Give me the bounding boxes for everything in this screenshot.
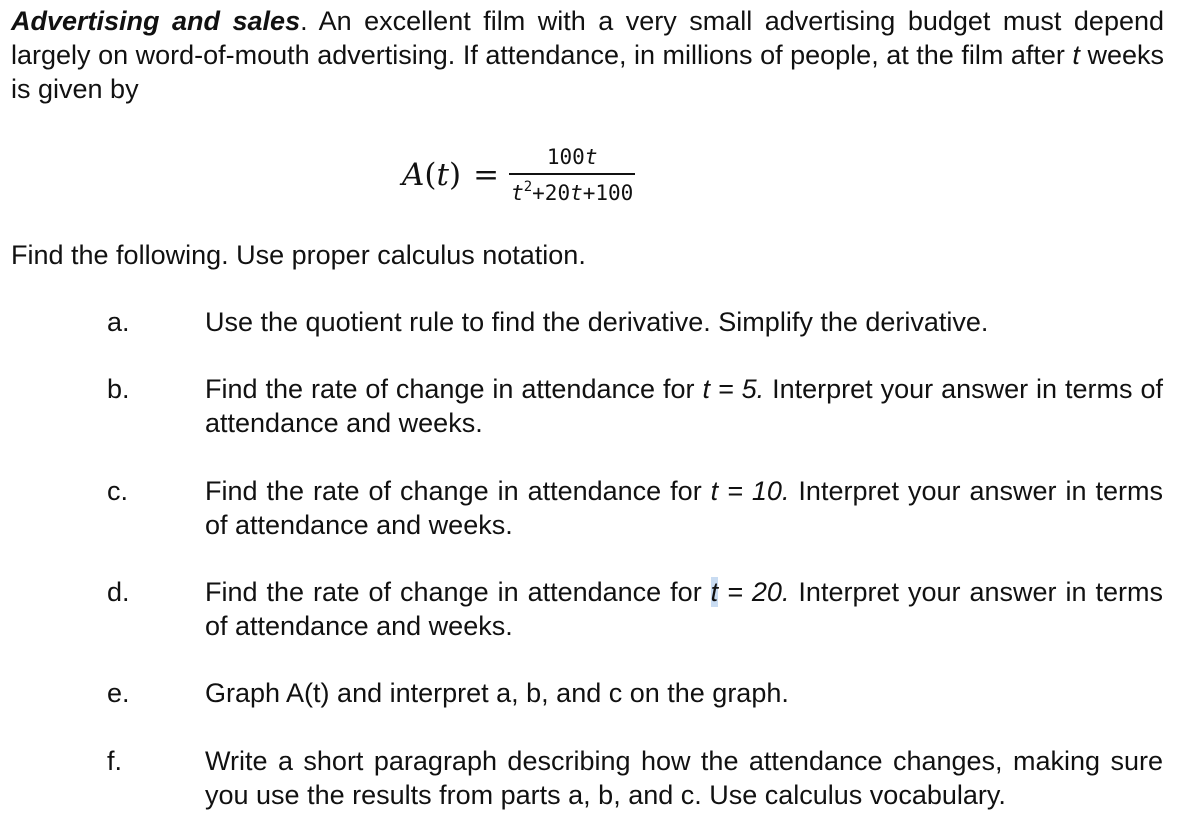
item-b-before: Find the rate of change in attendance for bbox=[205, 374, 703, 404]
numerator-coefficient: 100 bbox=[546, 145, 585, 169]
item-text-e: Graph A(t) and interpret a, b, and c on the graph. bbox=[205, 678, 789, 708]
denominator-middle: +20 bbox=[532, 181, 571, 205]
intro-variable: t bbox=[1072, 40, 1080, 70]
item-d-before: Find the rate of change in attendance for bbox=[205, 577, 711, 607]
function-variable: t bbox=[436, 157, 449, 193]
item-text-d bbox=[205, 575, 1163, 643]
item-c-value: = 10. bbox=[718, 476, 790, 506]
denominator-variable-2: t bbox=[570, 181, 583, 205]
item-letter-d: d. bbox=[107, 577, 130, 607]
problem-title: Advertising and sales bbox=[11, 6, 301, 36]
item-text-b bbox=[205, 372, 1163, 440]
formula-lhs: A(t) bbox=[402, 157, 462, 193]
item-text-f: Write a short paragraph describing how the attendance changes, making sure you use the results from parts a, b, and c. Use calculus vocabulary. bbox=[205, 746, 1163, 810]
denominator bbox=[509, 173, 635, 205]
instruction-text: Find the following. Use proper calculus notation. bbox=[11, 240, 586, 270]
item-c-after: Interpret your answer in terms of attendance and weeks. bbox=[205, 476, 1163, 540]
item-letter-e: e. bbox=[107, 678, 130, 708]
numerator bbox=[543, 145, 602, 173]
item-c-before: Find the rate of change in attendance for bbox=[205, 476, 711, 506]
item-letter-a: a. bbox=[107, 307, 130, 337]
denominator-exponent: 2 bbox=[523, 179, 533, 195]
function-name: A bbox=[402, 157, 425, 193]
item-text-c bbox=[205, 474, 1163, 542]
intro-text-end: weeks is given by bbox=[11, 40, 1164, 104]
item-letter-f: f. bbox=[107, 746, 123, 776]
numerator-variable: t bbox=[584, 145, 598, 169]
item-d-variable: t bbox=[710, 577, 719, 607]
intro-text: . An excellent film with a very small advertising budget must depend largely on word-of-mouth advertising. If attendance, in millions of people, at the film after bbox=[11, 6, 1165, 70]
attendance-formula bbox=[402, 140, 635, 210]
denominator-variable: t bbox=[511, 181, 524, 205]
fraction bbox=[509, 145, 635, 205]
problem-intro bbox=[11, 4, 1164, 106]
item-letter-b: b. bbox=[107, 374, 130, 404]
equals-sign: = bbox=[473, 157, 500, 193]
item-d-after: Interpret your answer in terms of attendance and weeks. bbox=[205, 577, 1163, 641]
item-c-variable: t bbox=[710, 476, 719, 506]
item-text-a: Use the quotient rule to find the derivative. Simplify the derivative. bbox=[205, 307, 989, 337]
item-b-after: Interpret your answer in terms of attendance and weeks. bbox=[205, 374, 1163, 438]
denominator-constant: +100 bbox=[582, 181, 634, 205]
item-d-value: = 20. bbox=[718, 577, 790, 607]
item-letter-c: c. bbox=[107, 476, 129, 506]
item-b-variable: t bbox=[702, 374, 710, 404]
item-b-value: = 5. bbox=[709, 374, 765, 404]
